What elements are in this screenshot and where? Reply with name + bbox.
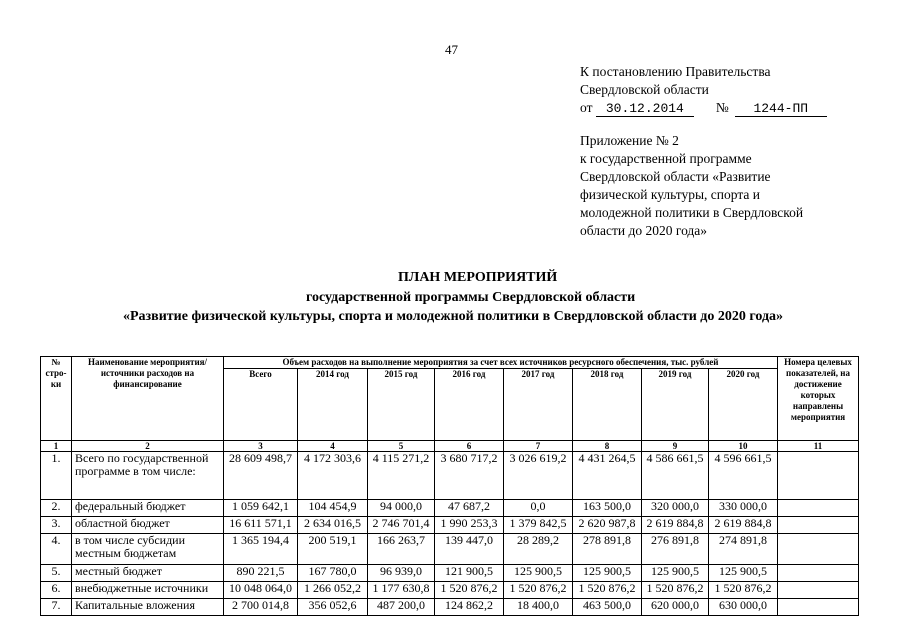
column-number: 6 <box>435 441 504 452</box>
value-total: 16 611 571,1 <box>224 517 298 534</box>
row-number: 4. <box>41 534 72 565</box>
value-y2020: 4 596 661,5 <box>709 452 778 500</box>
appendix-line-4: физической культуры, спорта и <box>580 187 761 202</box>
header-total: Всего <box>224 369 298 441</box>
table-row <box>41 452 859 500</box>
header-volume: Объем расходов на выполнение мероприятия за счет всех источников ресурсного обеспечения, тыс. рублей <box>224 357 778 369</box>
plan-title: ПЛАН МЕРОПРИЯТИЙ <box>398 270 558 285</box>
header-indicators: Номера целевых показателей, на достижение которых направлены мероприятия <box>778 357 859 441</box>
row-name: Всего по государственной программе в том числе: <box>72 452 224 500</box>
value-y2016: 139 447,0 <box>435 534 504 565</box>
row-name: областной бюджет <box>72 517 224 534</box>
decree-line-1: К постановлению Правительства <box>580 64 771 79</box>
table-row <box>41 565 859 582</box>
value-y2017: 0,0 <box>504 500 573 517</box>
value-y2015: 96 939,0 <box>368 565 435 582</box>
value-total: 10 048 064,0 <box>224 582 298 599</box>
decree-from-label: от <box>580 100 593 115</box>
value-y2020: 1 520 876,2 <box>709 582 778 599</box>
value-y2016: 1 990 253,3 <box>435 517 504 534</box>
plan-table <box>40 356 859 616</box>
row-indicators <box>778 565 859 582</box>
row-number: 3. <box>41 517 72 534</box>
value-y2018: 4 431 264,5 <box>573 452 642 500</box>
header-2020: 2020 год <box>709 369 778 441</box>
value-y2014: 200 519,1 <box>298 534 368 565</box>
value-y2019: 620 000,0 <box>642 599 709 616</box>
row-name: Капитальные вложения <box>72 599 224 616</box>
value-y2019: 276 891,8 <box>642 534 709 565</box>
value-y2015: 94 000,0 <box>368 500 435 517</box>
value-y2017: 1 520 876,2 <box>504 582 573 599</box>
row-name: федеральный бюджет <box>72 500 224 517</box>
value-y2014: 4 172 303,6 <box>298 452 368 500</box>
row-indicators <box>778 452 859 500</box>
table-row <box>41 517 859 534</box>
appendix-line-1: Приложение № 2 <box>580 133 679 148</box>
column-number: 10 <box>709 441 778 452</box>
decree-date-line <box>580 99 827 117</box>
column-number: 2 <box>72 441 224 452</box>
value-y2020: 274 891,8 <box>709 534 778 565</box>
value-total: 2 700 014,8 <box>224 599 298 616</box>
column-number-row <box>41 441 859 452</box>
row-indicators <box>778 582 859 599</box>
value-y2016: 3 680 717,2 <box>435 452 504 500</box>
column-number: 1 <box>41 441 72 452</box>
row-name: внебюджетные источники <box>72 582 224 599</box>
value-y2020: 630 000,0 <box>709 599 778 616</box>
decree-date: 30.12.2014 <box>596 101 694 117</box>
value-y2018: 163 500,0 <box>573 500 642 517</box>
row-indicators <box>778 599 859 616</box>
decree-number-label: № <box>715 100 729 115</box>
value-y2020: 330 000,0 <box>709 500 778 517</box>
appendix-line-3: Свердловской области «Развитие <box>580 169 771 184</box>
value-total: 890 221,5 <box>224 565 298 582</box>
value-y2017: 1 379 842,5 <box>504 517 573 534</box>
value-y2014: 104 454,9 <box>298 500 368 517</box>
value-y2018: 1 520 876,2 <box>573 582 642 599</box>
table-row <box>41 500 859 517</box>
value-total: 1 365 194,4 <box>224 534 298 565</box>
header-2018: 2018 год <box>573 369 642 441</box>
value-y2020: 125 900,5 <box>709 565 778 582</box>
value-y2015: 2 746 701,4 <box>368 517 435 534</box>
header-2019: 2019 год <box>642 369 709 441</box>
column-number: 11 <box>778 441 859 452</box>
value-y2016: 124 862,2 <box>435 599 504 616</box>
row-number: 2. <box>41 500 72 517</box>
row-number: 7. <box>41 599 72 616</box>
header-2017: 2017 год <box>504 369 573 441</box>
row-indicators <box>778 500 859 517</box>
value-y2015: 487 200,0 <box>368 599 435 616</box>
column-number: 7 <box>504 441 573 452</box>
value-y2018: 2 620 987,8 <box>573 517 642 534</box>
table-row <box>41 534 859 565</box>
row-name: местный бюджет <box>72 565 224 582</box>
appendix-block <box>580 132 880 240</box>
appendix-line-2: к государственной программе <box>580 151 752 166</box>
column-number: 4 <box>298 441 368 452</box>
decree-block <box>580 63 827 117</box>
value-y2017: 3 026 619,2 <box>504 452 573 500</box>
value-y2020: 2 619 884,8 <box>709 517 778 534</box>
value-total: 28 609 498,7 <box>224 452 298 500</box>
header-name: Наименование мероприятия/ источники расходов на финансирование <box>72 357 224 441</box>
program-name: «Развитие физической культуры, спорта и молодежной политики в Свердловской области до 2020 года» <box>123 309 784 324</box>
row-number: 5. <box>41 565 72 582</box>
decree-line-2: Свердловской области <box>580 82 709 97</box>
value-y2015: 4 115 271,2 <box>368 452 435 500</box>
value-y2016: 121 900,5 <box>435 565 504 582</box>
value-y2018: 463 500,0 <box>573 599 642 616</box>
row-name: в том числе субсидии местным бюджетам <box>72 534 224 565</box>
header-row-number: № стро-ки <box>41 357 72 441</box>
value-y2019: 1 520 876,2 <box>642 582 709 599</box>
appendix-line-5: молодежной политики в Свердловской <box>580 205 804 220</box>
value-y2019: 4 586 661,5 <box>642 452 709 500</box>
row-number: 1. <box>41 452 72 500</box>
value-y2014: 2 634 016,5 <box>298 517 368 534</box>
column-number: 9 <box>642 441 709 452</box>
value-y2015: 1 177 630,8 <box>368 582 435 599</box>
row-indicators <box>778 517 859 534</box>
value-y2017: 18 400,0 <box>504 599 573 616</box>
appendix-line-6: области до 2020 года» <box>580 223 708 238</box>
header-2016: 2016 год <box>435 369 504 441</box>
value-y2014: 356 052,6 <box>298 599 368 616</box>
plan-table-body <box>41 452 859 616</box>
table-row <box>41 582 859 599</box>
value-y2019: 125 900,5 <box>642 565 709 582</box>
column-number: 3 <box>224 441 298 452</box>
header-2014: 2014 год <box>298 369 368 441</box>
value-y2016: 1 520 876,2 <box>435 582 504 599</box>
value-y2014: 1 266 052,2 <box>298 582 368 599</box>
value-y2015: 166 263,7 <box>368 534 435 565</box>
value-total: 1 059 642,1 <box>224 500 298 517</box>
page-number: 47 <box>445 42 458 57</box>
value-y2017: 28 289,2 <box>504 534 573 565</box>
value-y2018: 278 891,8 <box>573 534 642 565</box>
column-number: 5 <box>368 441 435 452</box>
header-2015: 2015 год <box>368 369 435 441</box>
value-y2017: 125 900,5 <box>504 565 573 582</box>
value-y2019: 320 000,0 <box>642 500 709 517</box>
plan-subtitle: государственной программы Свердловской области <box>306 290 636 305</box>
value-y2018: 125 900,5 <box>573 565 642 582</box>
column-number: 8 <box>573 441 642 452</box>
value-y2019: 2 619 884,8 <box>642 517 709 534</box>
value-y2016: 47 687,2 <box>435 500 504 517</box>
row-number: 6. <box>41 582 72 599</box>
table-row <box>41 599 859 616</box>
row-indicators <box>778 534 859 565</box>
decree-number: 1244-ПП <box>735 101 827 117</box>
value-y2014: 167 780,0 <box>298 565 368 582</box>
